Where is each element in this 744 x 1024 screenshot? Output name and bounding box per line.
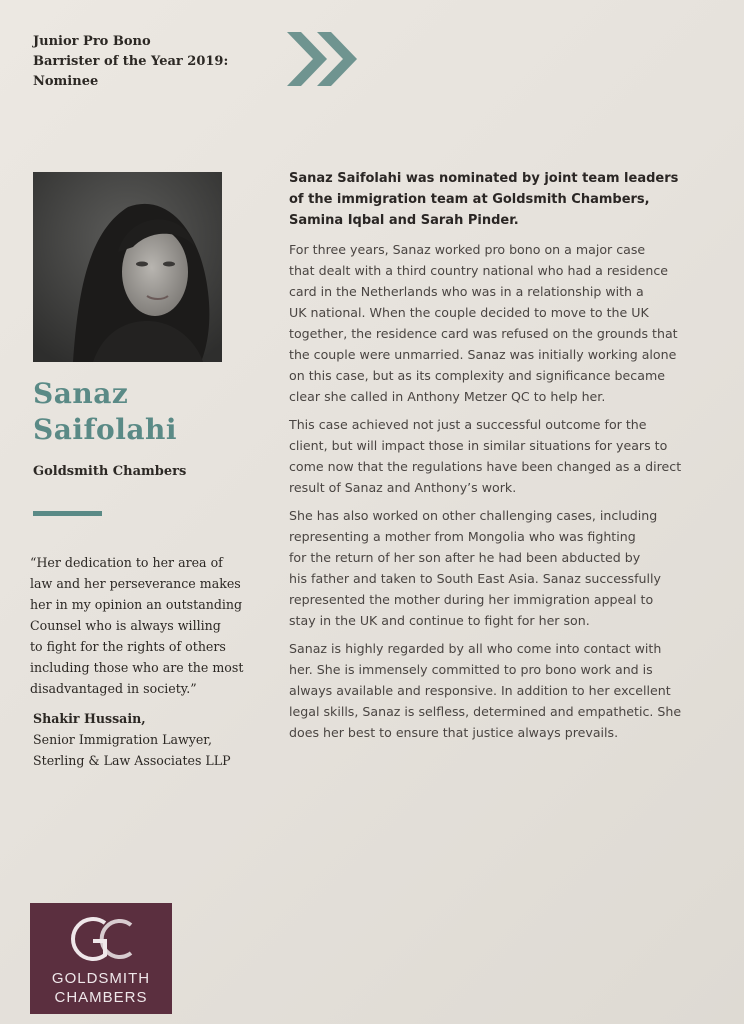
award-line: Junior Pro Bono: [33, 34, 151, 49]
lead-line: Sanaz Saifolahi was nominated by joint team leaders: [289, 171, 679, 186]
paragraph-line: result of Sanaz and Anthony’s work.: [289, 480, 517, 495]
logo-text-line: GOLDSMITH: [51, 970, 151, 987]
nominee-organisation: Goldsmith Chambers: [33, 464, 187, 479]
article-paragraph: [289, 414, 709, 498]
quote-author-role: Senior Immigration Lawyer,: [33, 732, 212, 747]
award-line: Barrister of the Year 2019:: [33, 54, 229, 69]
paragraph-line: clear she called in Anthony Metzer QC to help her.: [289, 389, 606, 404]
paragraph-line: together, the residence card was refused on the grounds that: [289, 326, 678, 341]
paragraph-line: represented the mother during her immigration appeal to: [289, 592, 654, 607]
paragraph-line: legal skills, Sanaz is selfless, determined and empathetic. She: [289, 704, 682, 719]
paragraph-line: that dealt with a third country national who had a residence: [289, 263, 669, 278]
article-lead: [289, 168, 709, 231]
article-paragraph: [289, 638, 709, 743]
lead-line: of the immigration team at Goldsmith Chambers,: [289, 192, 650, 207]
portrait-photo: [33, 172, 222, 362]
paragraph-line: For three years, Sanaz worked pro bono on a major case: [289, 242, 646, 257]
paragraph-line: come now that the regulations have been changed as a direct: [289, 459, 682, 474]
quote-line: “Her dedication to her area of: [30, 555, 223, 570]
article-paragraph: [289, 239, 709, 407]
name-line: Sanaz: [33, 377, 129, 410]
gc-monogram-icon: [61, 913, 141, 965]
award-title: [33, 32, 273, 92]
paragraph-line: her. She is immensely committed to pro bono work and is: [289, 662, 653, 677]
double-chevron-right-icon: [287, 32, 359, 86]
article-body: [289, 168, 709, 750]
quote-author-role: Sterling & Law Associates LLP: [33, 753, 231, 768]
name-line: Saifolahi: [33, 413, 177, 446]
quote-attribution: [33, 708, 261, 771]
paragraph-line: on this case, but as its complexity and significance became: [289, 368, 665, 383]
testimonial-quote: [30, 552, 258, 699]
paragraph-line: Sanaz is highly regarded by all who come into contact with: [289, 641, 662, 656]
quote-author: Shakir Hussain,: [33, 711, 146, 726]
paragraph-line: This case achieved not just a successful outcome for the: [289, 417, 647, 432]
paragraph-line: UK national. When the couple decided to move to the UK: [289, 305, 649, 320]
lead-line: Samina Iqbal and Sarah Pinder.: [289, 213, 519, 228]
award-line: Nominee: [33, 74, 99, 89]
nominee-name: [33, 376, 177, 448]
paragraph-line: his father and taken to South East Asia. Sanaz successfully: [289, 571, 661, 586]
quote-line: including those who are the most: [30, 660, 244, 675]
paragraph-line: always available and responsive. In addition to her excellent: [289, 683, 671, 698]
paragraph-line: representing a mother from Mongolia who was fighting: [289, 529, 636, 544]
quote-line: to fight for the rights of others: [30, 639, 226, 654]
goldsmith-chambers-logo: [30, 903, 172, 1014]
paragraph-line: client, but will impact those in similar situations for years to: [289, 438, 668, 453]
paragraph-line: card in the Netherlands who was in a relationship with a: [289, 284, 644, 299]
paragraph-line: the couple were unmarried. Sanaz was initially working alone: [289, 347, 677, 362]
paragraph-line: She has also worked on other challenging cases, including: [289, 508, 658, 523]
accent-divider: [33, 511, 102, 516]
paragraph-line: for the return of her son after he had been abducted by: [289, 550, 641, 565]
quote-line: Counsel who is always willing: [30, 618, 221, 633]
quote-line: her in my opinion an outstanding: [30, 597, 243, 612]
paragraph-line: stay in the UK and continue to fight for her son.: [289, 613, 590, 628]
logo-text-line: CHAMBERS: [54, 989, 148, 1006]
quote-line: disadvantaged in society.”: [30, 681, 197, 696]
article-paragraph: [289, 505, 709, 631]
paragraph-line: does her best to ensure that justice always prevails.: [289, 725, 619, 740]
quote-line: law and her perseverance makes: [30, 576, 241, 591]
